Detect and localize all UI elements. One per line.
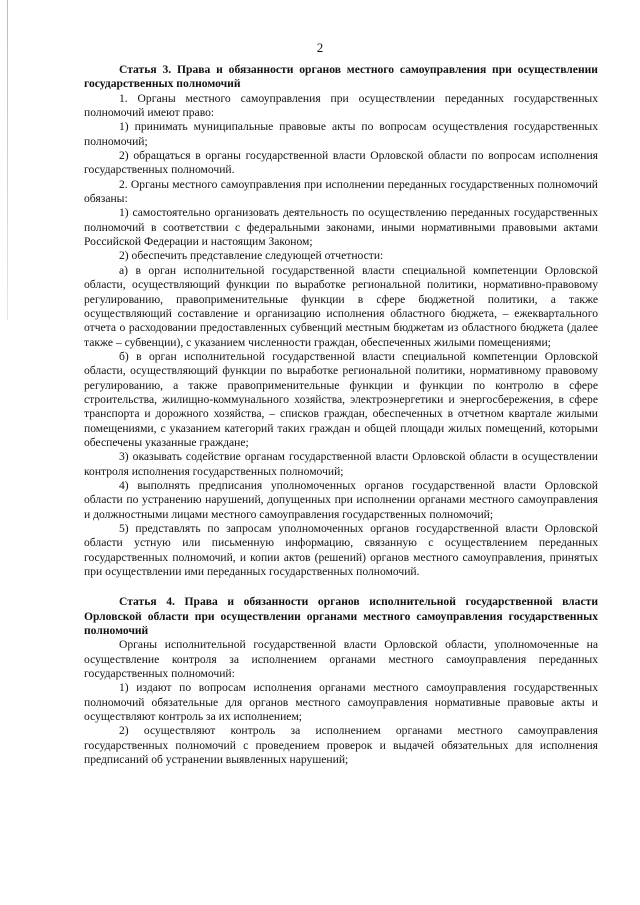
paragraph: 1. Органы местного самоуправления при осуществлении переданных государственных полномочий имеют право: [84, 91, 598, 120]
section-gap [84, 579, 598, 595]
paragraph: Органы исполнительной государственной власти Орловской области, уполномоченные на осуществление контроля за исполнением органами местного самоуправления переданных государственных полномочий: [84, 638, 598, 681]
paragraph: 2) обеспечить представление следующей отчетности: [119, 249, 384, 263]
paragraph: б) в орган исполнительной государственной власти специальной компетенции Орловской области, осуществляющий функции по выработке региональной политики, нормативному правовому регулированию, а также правоприменительные функции и функции по контролю в сфере строительства, жилищно-коммунального хозяйства, электроэнергетики и энергосбережения, в сфере транспорта и дорожного хозяйства, – списков граждан, обеспеченных в отчетном квартале жилыми помещениями, с указанием категорий таких граждан и общей площади жилых помещений, которыми обеспечены указанные граждане; [84, 349, 598, 449]
paragraph: 1) самостоятельно организовать деятельность по осуществлению переданных государственных полномочий в соответствии с федеральными законами, иными нормативными правовыми актами Российской Федерации и настоящим Законом; [84, 206, 598, 249]
paragraph: 3) оказывать содействие органам государственной власти Орловской области в осуществлении контроля исполнения государственных полномочий; [84, 450, 598, 478]
paragraph: 1) принимать муниципальные правовые акты по вопросам осуществления государственных полномочий; [84, 120, 598, 148]
paragraph: 2. Органы местного самоуправления при исполнении переданных государственных полномочий обязаны: [84, 177, 598, 206]
paragraph: а) в орган исполнительной государственной власти специальной компетенции Орловской области, осуществляющий функции по выработке региональной политики, нормативно-правовому регулированию, правоприменительные функции в сфере бюджетной политики, а также осуществляющий составление и организацию исполнения областного бюджета, – ежеквартального отчета о расходовании предоставленных субвенций местным бюджетам из областного бюджета (далее также – субвенции), с указанием численности граждан, обеспеченных жилыми помещениями; [84, 263, 598, 349]
paragraph: 2) осуществляют контроль за исполнением органами местного самоуправления государственных полномочий с проведением проверок и выдачей обязательных для исполнения предписаний об устранении выявленных нарушений; [84, 724, 598, 767]
article-4-heading: Статья 4. Права и обязанности органов исполнительной государственной власти Орловской области при осуществлении органами местного самоуправления государственных полномочий [84, 595, 598, 638]
page-number: 2 [316, 40, 324, 55]
document-body [84, 63, 598, 768]
paragraph: 2) обращаться в органы государственной власти Орловской области по вопросам исполнения государственных полномочий. [84, 149, 598, 177]
article-3-heading: Статья 3. Права и обязанности органов местного самоуправления при осуществлении государственных полномочий [84, 63, 598, 91]
paragraph: 1) издают по вопросам исполнения органами местного самоуправления государственных полномочий обязательные для органов местного самоуправления нормативные правовые акты и осуществляют контроль за их исполнением; [84, 681, 598, 724]
paragraph: 5) представлять по запросам уполномоченных органов государственной власти Орловской области устную или письменную информацию, связанную с осуществлением переданных государственных полномочий, и копии актов (решений) органов местного самоуправления, принятых при осуществлении ими переданных государственных полномочий. [84, 522, 598, 579]
paragraph: 4) выполнять предписания уполномоченных органов государственной власти Орловской области по устранению нарушений, допущенных при исполнении органами местного самоуправления и должностными лицами местного самоуправления государственных полномочий; [84, 478, 598, 521]
